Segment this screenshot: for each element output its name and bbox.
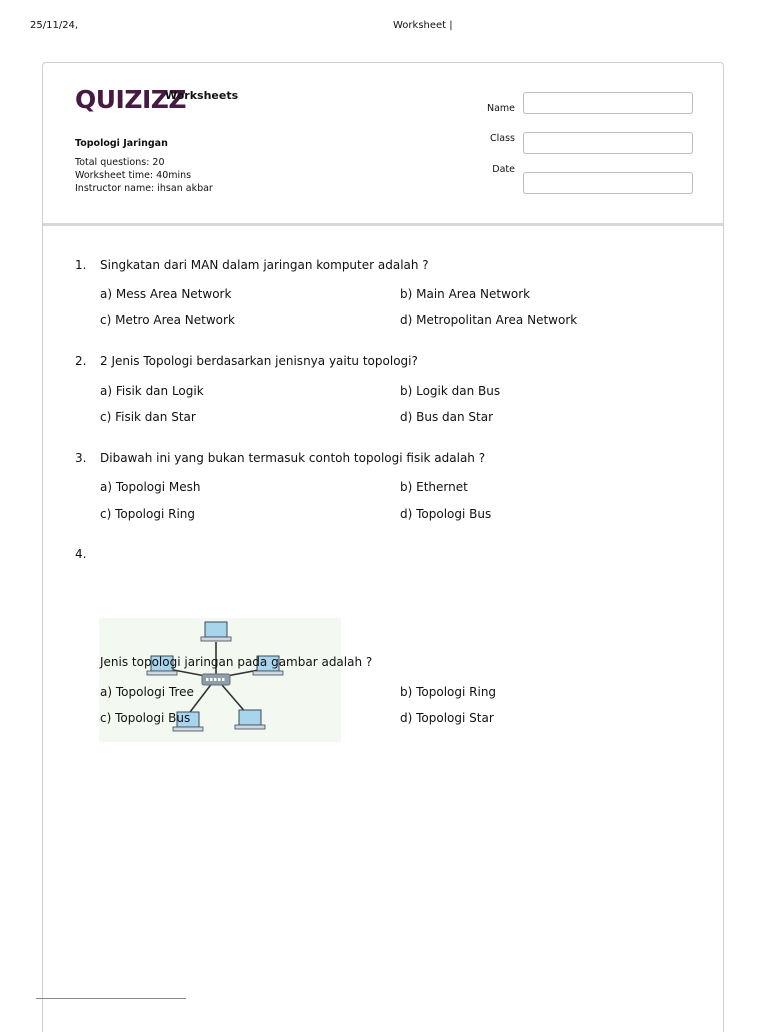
worksheet-header bbox=[43, 63, 723, 226]
question-4-text: Jenis topologi jaringan pada gambar adalah ? bbox=[100, 655, 373, 669]
question-2-option-c: c) Fisik dan Star bbox=[100, 410, 196, 424]
instructor-name: Instructor name: ihsan akbar bbox=[75, 183, 213, 194]
question-1-option-a: a) Mess Area Network bbox=[100, 287, 232, 301]
footer-url-remnant bbox=[36, 998, 186, 999]
question-2-number: 2. bbox=[75, 354, 87, 368]
quizizz-logo: QUIZIZZ bbox=[75, 85, 187, 114]
question-3-number: 3. bbox=[75, 451, 87, 465]
worksheet-meta bbox=[75, 156, 215, 195]
question-1-number: 1. bbox=[75, 258, 87, 272]
question-4-option-a: a) Topologi Tree bbox=[100, 685, 194, 699]
question-2-option-a: a) Fisik dan Logik bbox=[100, 384, 204, 398]
question-1-option-d: d) Metropolitan Area Network bbox=[400, 313, 578, 327]
worksheet-sheet bbox=[42, 62, 724, 1032]
question-4-option-b: b) Topologi Ring bbox=[400, 685, 497, 699]
laptop-top-icon bbox=[201, 622, 231, 641]
question-3-text: Dibawah ini yang bukan termasuk contoh topologi fisik adalah ? bbox=[100, 451, 486, 465]
name-field[interactable] bbox=[523, 92, 693, 114]
name-label: Name bbox=[486, 103, 515, 114]
question-1-option-b: b) Main Area Network bbox=[400, 287, 531, 301]
question-2-option-b: b) Logik dan Bus bbox=[400, 384, 501, 398]
date-field[interactable] bbox=[523, 172, 693, 194]
class-field[interactable] bbox=[523, 132, 693, 154]
laptop-bottom-right-icon bbox=[235, 710, 265, 729]
class-label: Class bbox=[490, 133, 515, 144]
question-3-option-d: d) Topologi Bus bbox=[400, 507, 492, 521]
question-3-option-a: a) Topologi Mesh bbox=[100, 480, 201, 494]
date-label: Date bbox=[492, 164, 515, 175]
question-2-option-d: d) Bus dan Star bbox=[400, 410, 494, 424]
worksheet-time: Worksheet time: 40mins bbox=[75, 170, 192, 181]
hub-icon bbox=[202, 674, 230, 685]
question-3-option-c: c) Topologi Ring bbox=[100, 507, 196, 521]
print-date: 25/11/24, bbox=[30, 20, 79, 31]
question-3-option-b: b) Ethernet bbox=[400, 480, 468, 494]
print-title: Worksheet | bbox=[393, 20, 453, 31]
question-2-text: 2 Jenis Topologi berdasarkan jenisnya yaitu topologi? bbox=[100, 354, 418, 368]
question-4-option-c: c) Topologi Bus bbox=[100, 711, 191, 725]
worksheet-title: Topologi Jaringan bbox=[75, 138, 168, 149]
question-1-option-c: c) Metro Area Network bbox=[100, 313, 235, 327]
question-1-text: Singkatan dari MAN dalam jaringan komputer adalah ? bbox=[100, 258, 429, 272]
question-4-number: 4. bbox=[75, 547, 87, 561]
question-4-option-d: d) Topologi Star bbox=[400, 711, 494, 725]
total-questions: Total questions: 20 bbox=[75, 157, 165, 168]
logo-subtitle: Worksheets bbox=[165, 89, 239, 102]
